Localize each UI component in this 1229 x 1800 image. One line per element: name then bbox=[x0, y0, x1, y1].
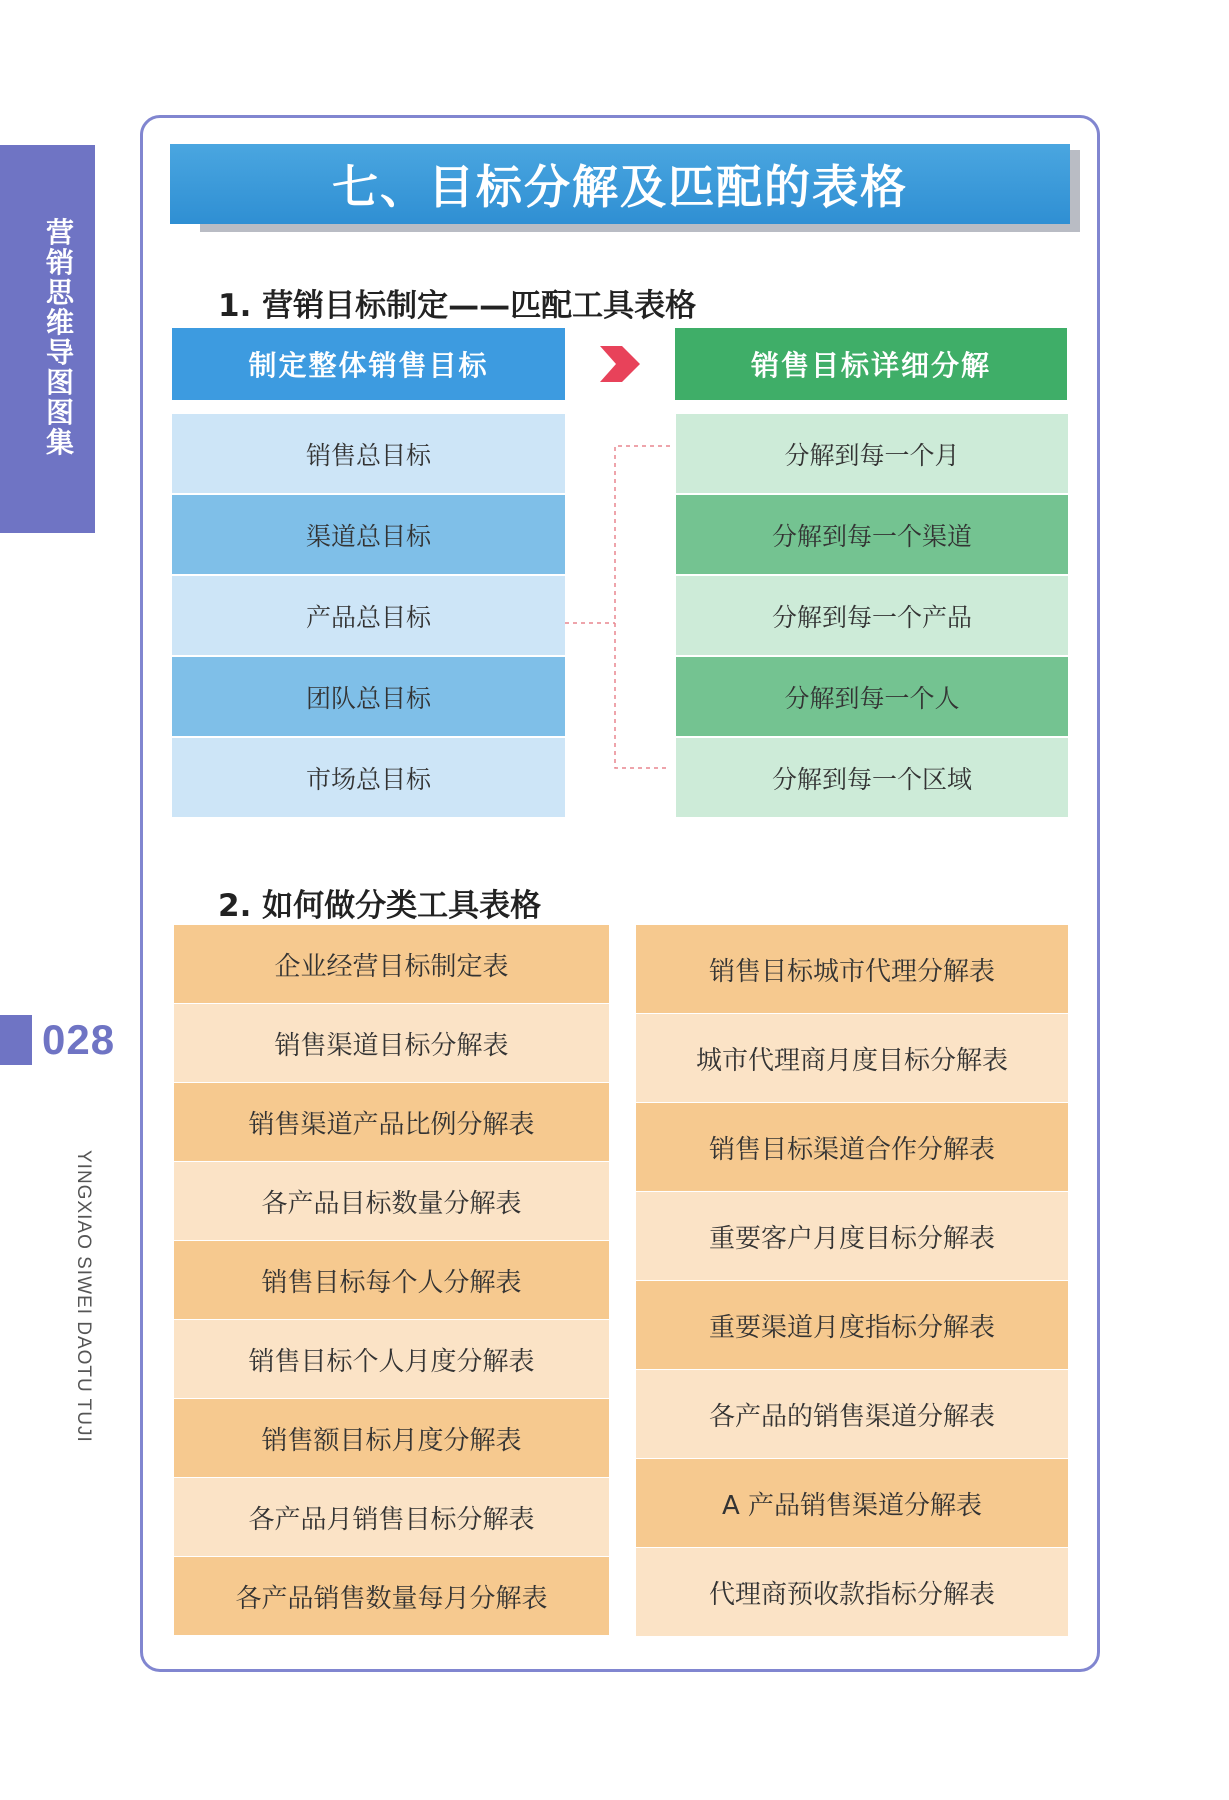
side-tab-label: 营销思维导图图集 bbox=[45, 216, 74, 459]
tool-table-item: 销售目标城市代理分解表 bbox=[636, 925, 1068, 1013]
section2-heading: 2. 如何做分类工具表格 bbox=[218, 888, 542, 924]
breakdown-list bbox=[676, 414, 1068, 819]
tool-table-item: 销售渠道产品比例分解表 bbox=[174, 1083, 609, 1161]
overall-goal-list bbox=[172, 414, 565, 819]
page-number: 028 bbox=[42, 1016, 116, 1063]
tool-table-item: 各产品的销售渠道分解表 bbox=[636, 1370, 1068, 1458]
tool-table-item: 各产品月销售目标分解表 bbox=[174, 1478, 609, 1556]
breakdown-item: 分解到每一个人 bbox=[676, 657, 1068, 736]
breakdown-item: 分解到每一个渠道 bbox=[676, 495, 1068, 574]
tool-table-item: 重要客户月度目标分解表 bbox=[636, 1192, 1068, 1280]
tool-table-item: 销售目标渠道合作分解表 bbox=[636, 1103, 1068, 1191]
title-banner bbox=[170, 144, 1070, 224]
vertical-book-title: YINGXIAO SIWEI DAOTU TUJI bbox=[73, 1150, 94, 1443]
tool-table-item: 各产品目标数量分解表 bbox=[174, 1162, 609, 1240]
overall-goal-item: 产品总目标 bbox=[172, 576, 565, 655]
dashed-connector bbox=[563, 436, 673, 778]
overall-goal-item: 销售总目标 bbox=[172, 414, 565, 493]
section1-heading: 1. 营销目标制定——匹配工具表格 bbox=[218, 288, 697, 324]
tool-table-item: 各产品销售数量每月分解表 bbox=[174, 1557, 609, 1635]
tool-table-item: 企业经营目标制定表 bbox=[174, 925, 609, 1003]
breakdown-item: 分解到每一个产品 bbox=[676, 576, 1068, 655]
tool-table-item: 重要渠道月度指标分解表 bbox=[636, 1281, 1068, 1369]
tool-table-list-left bbox=[174, 925, 609, 1636]
overall-goal-header: 制定整体销售目标 bbox=[172, 328, 565, 400]
tool-table-item: 销售目标个人月度分解表 bbox=[174, 1320, 609, 1398]
overall-goal-item: 团队总目标 bbox=[172, 657, 565, 736]
breakdown-item: 分解到每一个月 bbox=[676, 414, 1068, 493]
tool-table-item: 销售渠道目标分解表 bbox=[174, 1004, 609, 1082]
tool-table-item: 代理商预收款指标分解表 bbox=[636, 1548, 1068, 1636]
tool-table-item: 销售目标每个人分解表 bbox=[174, 1241, 609, 1319]
overall-goal-item: 市场总目标 bbox=[172, 738, 565, 817]
tool-table-item: 销售额目标月度分解表 bbox=[174, 1399, 609, 1477]
tool-table-item: A 产品销售渠道分解表 bbox=[636, 1459, 1068, 1547]
page-marker bbox=[0, 1015, 32, 1065]
detail-breakdown-header: 销售目标详细分解 bbox=[675, 328, 1067, 400]
breakdown-item: 分解到每一个区域 bbox=[676, 738, 1068, 817]
overall-goal-item: 渠道总目标 bbox=[172, 495, 565, 574]
page-title: 七、目标分解及匹配的表格 bbox=[332, 160, 908, 214]
tool-table-item: 城市代理商月度目标分解表 bbox=[636, 1014, 1068, 1102]
tool-table-list-right bbox=[636, 925, 1068, 1637]
chevron-right-icon bbox=[598, 344, 642, 384]
